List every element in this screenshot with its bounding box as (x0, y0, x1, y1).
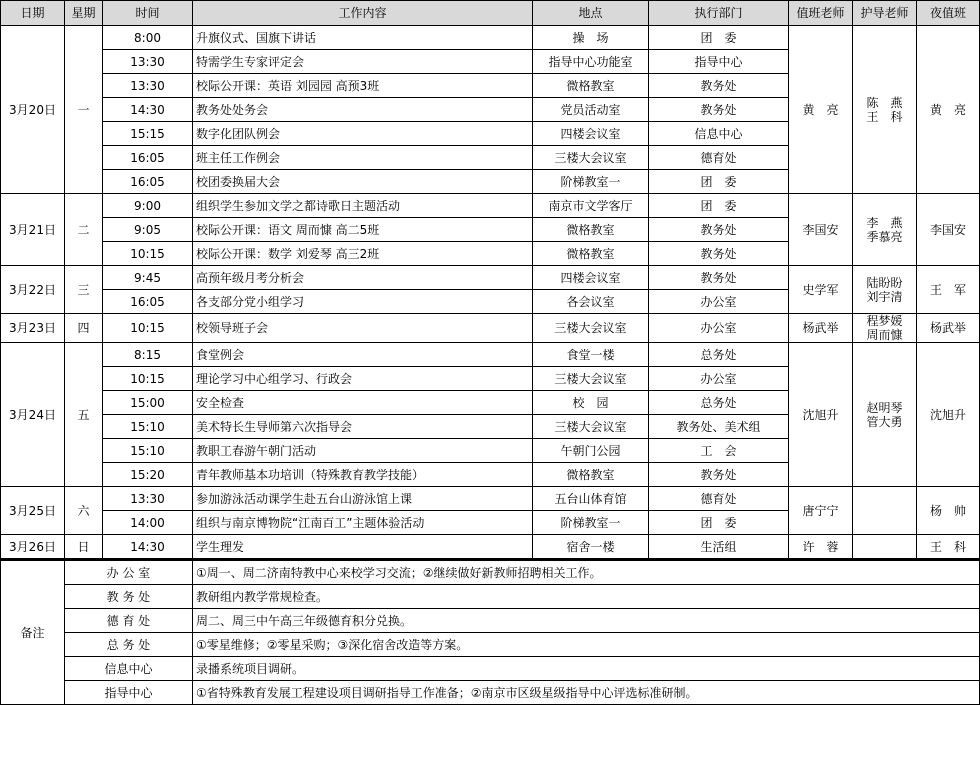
place-cell: 三楼大会议室 (533, 415, 649, 439)
header-guard-teacher: 护导老师 (853, 1, 917, 26)
schedule-body (1, 26, 980, 560)
weekday-cell: 五 (65, 343, 103, 487)
dept-cell: 办公室 (649, 367, 789, 391)
header-dept: 执行部门 (649, 1, 789, 26)
header-place: 地点 (533, 1, 649, 26)
remark-row (1, 681, 980, 705)
place-cell: 指导中心功能室 (533, 50, 649, 74)
place-cell: 校 园 (533, 391, 649, 415)
time-cell: 9:00 (103, 194, 193, 218)
place-cell: 微格教室 (533, 218, 649, 242)
place-cell: 食堂一楼 (533, 343, 649, 367)
time-cell: 16:05 (103, 146, 193, 170)
guard-teacher-cell: 赵明琴 管大勇 (853, 343, 917, 487)
content-cell: 学生理发 (193, 535, 533, 560)
place-cell: 三楼大会议室 (533, 314, 649, 343)
content-cell: 安全检查 (193, 391, 533, 415)
dept-cell: 教务处 (649, 242, 789, 266)
place-cell: 党员活动室 (533, 98, 649, 122)
content-cell: 特需学生专家评定会 (193, 50, 533, 74)
table-row (1, 266, 980, 290)
content-cell: 校际公开课：数学 刘爱琴 高三2班 (193, 242, 533, 266)
dept-cell: 团 委 (649, 26, 789, 50)
place-cell: 四楼会议室 (533, 266, 649, 290)
time-cell: 15:10 (103, 415, 193, 439)
duty-teacher-cell: 沈旭升 (789, 343, 853, 487)
weekday-cell: 二 (65, 194, 103, 266)
dept-cell: 信息中心 (649, 122, 789, 146)
night-duty-cell: 杨武举 (917, 314, 980, 343)
content-cell: 组织学生参加文学之都诗歌日主题活动 (193, 194, 533, 218)
guard-teacher-cell: 陈 燕 王 科 (853, 26, 917, 194)
content-cell: 组织与南京博物院“江南百工”主题体验活动 (193, 511, 533, 535)
place-cell: 阶梯教室一 (533, 511, 649, 535)
header-date: 日期 (1, 1, 65, 26)
place-cell: 各会议室 (533, 290, 649, 314)
place-cell: 微格教室 (533, 74, 649, 98)
remark-text: 录播系统项目调研。 (193, 657, 980, 681)
time-cell: 10:15 (103, 314, 193, 343)
content-cell: 班主任工作例会 (193, 146, 533, 170)
time-cell: 15:15 (103, 122, 193, 146)
content-cell: 校领导班子会 (193, 314, 533, 343)
table-row (1, 487, 980, 511)
weekday-cell: 三 (65, 266, 103, 314)
time-cell: 14:30 (103, 535, 193, 560)
table-row (1, 535, 980, 560)
place-cell: 宿舍一楼 (533, 535, 649, 560)
dept-cell: 总务处 (649, 391, 789, 415)
date-cell: 3月25日 (1, 487, 65, 535)
time-cell: 14:30 (103, 98, 193, 122)
table-row (1, 343, 980, 367)
header-duty-teacher: 值班老师 (789, 1, 853, 26)
time-cell: 8:15 (103, 343, 193, 367)
remark-row (1, 633, 980, 657)
night-duty-cell: 杨 帅 (917, 487, 980, 535)
time-cell: 10:15 (103, 367, 193, 391)
remark-text: ①省特殊教育发展工程建设项目调研指导工作准备；②南京市区级星级指导中心评选标准研制。 (193, 681, 980, 705)
dept-cell: 生活组 (649, 535, 789, 560)
remark-dept: 办 公 室 (65, 560, 193, 585)
duty-teacher-cell: 史学军 (789, 266, 853, 314)
time-cell: 16:05 (103, 290, 193, 314)
time-cell: 10:15 (103, 242, 193, 266)
night-duty-cell: 李国安 (917, 194, 980, 266)
header-content: 工作内容 (193, 1, 533, 26)
dept-cell: 团 委 (649, 511, 789, 535)
remark-text: 周二、周三中午高三年级德育积分兑换。 (193, 609, 980, 633)
time-cell: 13:30 (103, 50, 193, 74)
place-cell: 微格教室 (533, 242, 649, 266)
time-cell: 14:00 (103, 511, 193, 535)
content-cell: 高预年级月考分析会 (193, 266, 533, 290)
place-cell: 操 场 (533, 26, 649, 50)
content-cell: 参加游泳活动课学生赴五台山游泳馆上课 (193, 487, 533, 511)
night-duty-cell: 黄 亮 (917, 26, 980, 194)
dept-cell: 团 委 (649, 170, 789, 194)
place-cell: 三楼大会议室 (533, 367, 649, 391)
guard-teacher-cell: 程梦媛 周而慷 (853, 314, 917, 343)
header-row (1, 1, 980, 26)
dept-cell: 办公室 (649, 314, 789, 343)
remark-text: ①零星维修；②零星采购；③深化宿舍改造等方案。 (193, 633, 980, 657)
place-cell: 午朝门公园 (533, 439, 649, 463)
remark-text: ①周一、周二济南特教中心来校学习交流；②继续做好新教师招聘相关工作。 (193, 560, 980, 585)
date-cell: 3月22日 (1, 266, 65, 314)
night-duty-cell: 沈旭升 (917, 343, 980, 487)
dept-cell: 办公室 (649, 290, 789, 314)
guard-teacher-cell (853, 535, 917, 560)
place-cell: 南京市文学客厅 (533, 194, 649, 218)
weekday-cell: 六 (65, 487, 103, 535)
place-cell: 阶梯教室一 (533, 170, 649, 194)
dept-cell: 总务处 (649, 343, 789, 367)
time-cell: 13:30 (103, 487, 193, 511)
remarks-label: 备注 (1, 560, 65, 705)
place-cell: 四楼会议室 (533, 122, 649, 146)
remark-dept: 总 务 处 (65, 633, 193, 657)
date-cell: 3月24日 (1, 343, 65, 487)
remark-dept: 教 务 处 (65, 585, 193, 609)
date-cell: 3月20日 (1, 26, 65, 194)
night-duty-cell: 王 军 (917, 266, 980, 314)
content-cell: 校际公开课：英语 刘园园 高预3班 (193, 74, 533, 98)
dept-cell: 教务处 (649, 74, 789, 98)
dept-cell: 指导中心 (649, 50, 789, 74)
date-cell: 3月23日 (1, 314, 65, 343)
content-cell: 食堂例会 (193, 343, 533, 367)
dept-cell: 教务处 (649, 98, 789, 122)
content-cell: 校团委换届大会 (193, 170, 533, 194)
dept-cell: 教务处 (649, 463, 789, 487)
dept-cell: 教务处、美术组 (649, 415, 789, 439)
content-cell: 升旗仪式、国旗下讲话 (193, 26, 533, 50)
remark-row (1, 657, 980, 681)
date-cell: 3月21日 (1, 194, 65, 266)
weekday-cell: 日 (65, 535, 103, 560)
content-cell: 校际公开课：语文 周而慷 高二5班 (193, 218, 533, 242)
remarks-body (1, 560, 980, 705)
table-row (1, 314, 980, 343)
content-cell: 数字化团队例会 (193, 122, 533, 146)
remark-row (1, 585, 980, 609)
weekday-cell: 四 (65, 314, 103, 343)
table-row (1, 194, 980, 218)
place-cell: 三楼大会议室 (533, 146, 649, 170)
time-cell: 15:20 (103, 463, 193, 487)
time-cell: 15:10 (103, 439, 193, 463)
content-cell: 教务处处务会 (193, 98, 533, 122)
guard-teacher-cell: 陆盼盼 刘宇清 (853, 266, 917, 314)
header-night-duty: 夜值班 (917, 1, 980, 26)
dept-cell: 教务处 (649, 266, 789, 290)
place-cell: 微格教室 (533, 463, 649, 487)
dept-cell: 团 委 (649, 194, 789, 218)
remark-dept: 指导中心 (65, 681, 193, 705)
time-cell: 8:00 (103, 26, 193, 50)
duty-teacher-cell: 黄 亮 (789, 26, 853, 194)
time-cell: 13:30 (103, 74, 193, 98)
remark-text: 教研组内教学常规检查。 (193, 585, 980, 609)
content-cell: 美术特长生导师第六次指导会 (193, 415, 533, 439)
time-cell: 16:05 (103, 170, 193, 194)
night-duty-cell: 王 科 (917, 535, 980, 560)
dept-cell: 教务处 (649, 218, 789, 242)
time-cell: 15:00 (103, 391, 193, 415)
dept-cell: 工 会 (649, 439, 789, 463)
content-cell: 各支部分党小组学习 (193, 290, 533, 314)
duty-teacher-cell: 唐宁宁 (789, 487, 853, 535)
time-cell: 9:45 (103, 266, 193, 290)
remark-dept: 德 育 处 (65, 609, 193, 633)
content-cell: 青年教师基本功培训（特殊教育教学技能） (193, 463, 533, 487)
time-cell: 9:05 (103, 218, 193, 242)
duty-teacher-cell: 杨武举 (789, 314, 853, 343)
table-row (1, 26, 980, 50)
guard-teacher-cell (853, 487, 917, 535)
content-cell: 教职工春游午朝门活动 (193, 439, 533, 463)
content-cell: 理论学习中心组学习、行政会 (193, 367, 533, 391)
place-cell: 五台山体育馆 (533, 487, 649, 511)
header-time: 时间 (103, 1, 193, 26)
remark-row (1, 560, 980, 585)
remark-dept: 信息中心 (65, 657, 193, 681)
duty-teacher-cell: 许 蓉 (789, 535, 853, 560)
duty-teacher-cell: 李国安 (789, 194, 853, 266)
guard-teacher-cell: 李 燕 季慕亮 (853, 194, 917, 266)
header-weekday: 星期 (65, 1, 103, 26)
date-cell: 3月26日 (1, 535, 65, 560)
weekday-cell: 一 (65, 26, 103, 194)
dept-cell: 德育处 (649, 146, 789, 170)
remark-row (1, 609, 980, 633)
dept-cell: 德育处 (649, 487, 789, 511)
